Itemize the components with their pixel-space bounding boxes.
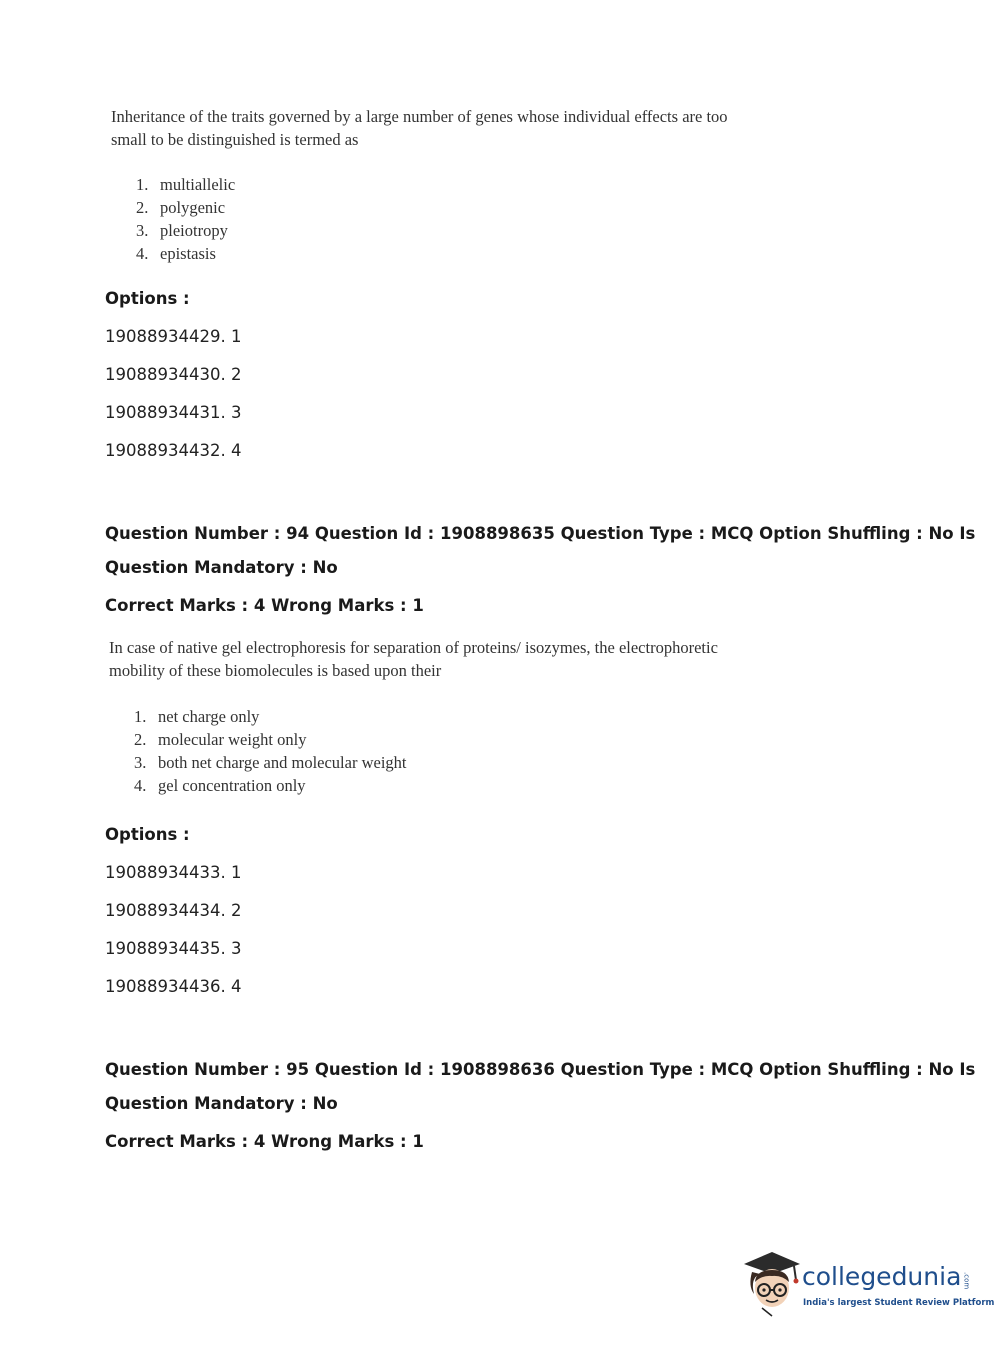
q94-choice: 3. both net charge and molecular weight: [134, 753, 407, 772]
mascot-icon: [742, 1248, 802, 1318]
q93-option-1: 19088934429. 1: [105, 327, 242, 346]
q95-header: Question Number : 95 Question Id : 1908898636 Question Type : MCQ Option Shuffling : No Is: [105, 1060, 976, 1079]
q95-marks: Correct Marks : 4 Wrong Marks : 1: [105, 1132, 424, 1151]
q93-choices-list: [136, 173, 235, 265]
q93-option-3: 19088934431. 3: [105, 403, 242, 422]
q94-marks: Correct Marks : 4 Wrong Marks : 1: [105, 596, 424, 615]
q93-choice: 4. epistasis: [136, 244, 216, 263]
q94-header: Question Number : 94 Question Id : 1908898635 Question Type : MCQ Option Shuffling : No Is: [105, 524, 976, 543]
q94-option-3: 19088934435. 3: [105, 939, 242, 958]
q94-option-2: 19088934434. 2: [105, 901, 242, 920]
q93-choice: 2. polygenic: [136, 198, 226, 217]
q94-question-stem: [109, 636, 718, 682]
q93-choice: 1. multiallelic: [136, 175, 236, 194]
q94-option-4: 19088934436. 4: [105, 977, 242, 996]
q94-stem-line: mobility of these biomolecules is based upon their: [109, 661, 442, 680]
q93-choice: 3. pleiotropy: [136, 221, 228, 240]
logo-wordmark: [802, 1262, 970, 1291]
q94-choices-list: [134, 705, 406, 797]
q93-stem-line: Inheritance of the traits governed by a large number of genes whose individual effects are too: [111, 107, 728, 126]
q93-options-label: Options :: [105, 289, 190, 308]
q95-mandatory: Question Mandatory : No: [105, 1094, 338, 1113]
collegedunia-logo: [742, 1248, 995, 1320]
q94-mandatory: Question Mandatory : No: [105, 558, 338, 577]
q94-option-1: 19088934433. 1: [105, 863, 242, 882]
q93-question-stem: [111, 105, 728, 151]
logo-tagline: India's largest Student Review Platform: [803, 1298, 995, 1308]
q94-stem-line: In case of native gel electrophoresis for separation of proteins/ isozymes, the electrophoretic: [109, 638, 718, 657]
q93-option-2: 19088934430. 2: [105, 365, 242, 384]
q93-option-4: 19088934432. 4: [105, 441, 242, 460]
q94-options-label: Options :: [105, 825, 190, 844]
logo-suffix: .com: [962, 1271, 971, 1290]
q93-stem-line: small to be distinguished is termed as: [111, 130, 359, 149]
q94-choice: 1. net charge only: [134, 707, 260, 726]
q94-choice: 4. gel concentration only: [134, 776, 306, 795]
q94-choice: 2. molecular weight only: [134, 730, 307, 749]
logo-name: collegedunia: [802, 1262, 962, 1291]
